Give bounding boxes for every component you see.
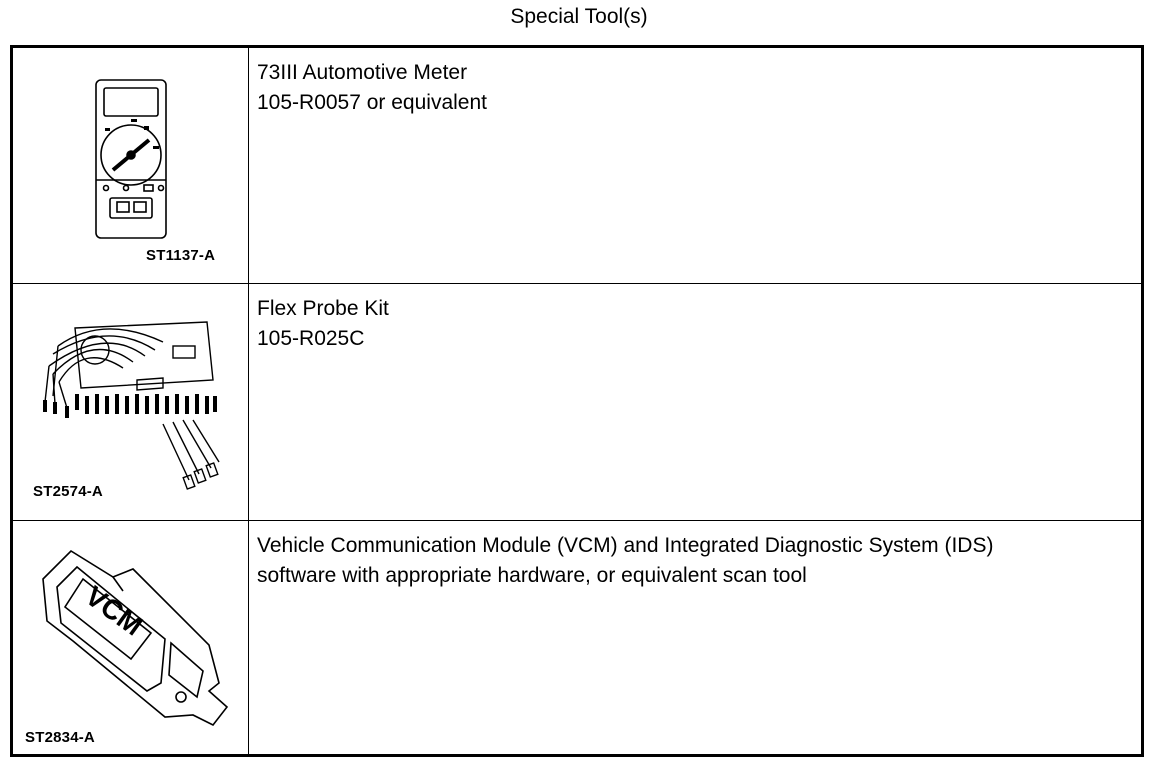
tool-image-cell [13, 284, 249, 520]
tool-image-code: ST1137-A [146, 247, 216, 264]
tool-description [249, 48, 1141, 283]
tool-detail: 105-R0057 or equivalent [257, 91, 487, 114]
special-tools-table [10, 45, 1144, 757]
vcm-module-icon [13, 521, 249, 754]
tool-image-code: ST2834-A [25, 729, 95, 746]
tool-image-cell [13, 48, 249, 283]
tool-description [249, 284, 1141, 520]
tool-name: 73III Automotive Meter [257, 61, 468, 84]
tool-row [13, 284, 1141, 521]
tool-image-code: ST2574-A [33, 483, 103, 500]
tool-description [249, 521, 1141, 754]
tool-image-cell [13, 521, 249, 754]
tool-row [13, 48, 1141, 284]
vcm-logo-text: VCM [79, 579, 149, 642]
tool-detail: software with appropriate hardware, or equivalent scan tool [257, 564, 807, 587]
tool-name: Flex Probe Kit [257, 297, 389, 320]
tool-row [13, 521, 1141, 754]
tool-name: Vehicle Communication Module (VCM) and Integrated Diagnostic System (IDS) [257, 534, 994, 557]
page-title: Special Tool(s) [510, 5, 648, 28]
tool-detail: 105-R025C [257, 327, 365, 350]
